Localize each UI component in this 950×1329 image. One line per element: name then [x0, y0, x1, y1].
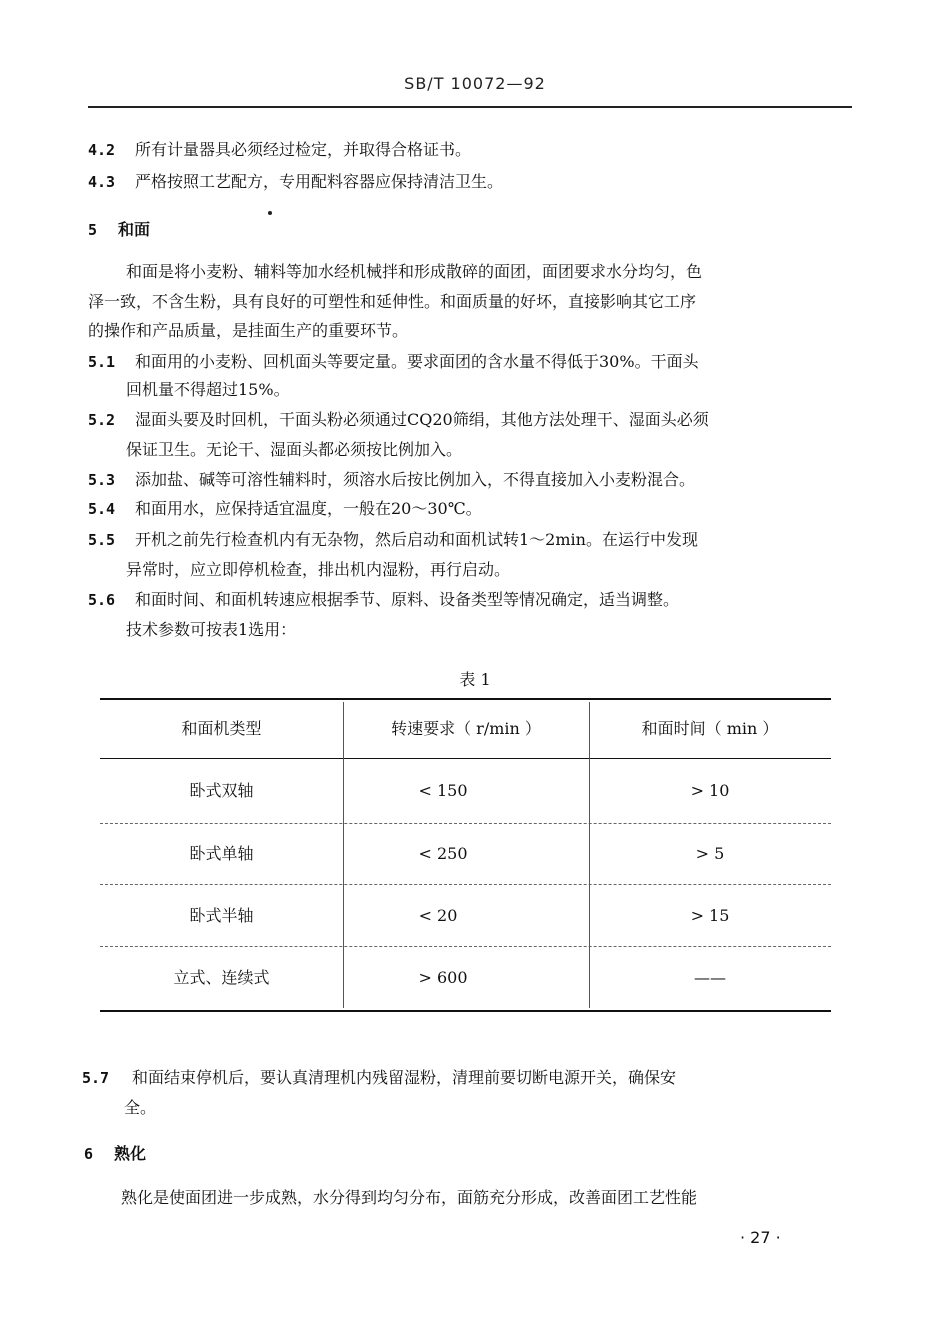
table-top-rule — [100, 698, 831, 700]
section-6-heading — [84, 1144, 146, 1164]
table-cell: 卧式单轴 — [189, 844, 254, 863]
clause-5-2 — [88, 410, 709, 430]
clause-4-2 — [88, 140, 471, 160]
clause-number: 5.2 — [88, 411, 116, 429]
table-cell: > 15 — [690, 906, 730, 925]
section-5-intro-line-3: 的操作和产品质量，是挂面生产的重要环节。 — [88, 321, 409, 340]
table-cell: 卧式半轴 — [189, 906, 254, 925]
table-cell: > 10 — [690, 781, 730, 800]
clause-5-4 — [88, 499, 482, 519]
section-5-intro-line-2: 泽一致，不含生粉，具有良好的可塑性和延伸性。和面质量的好坏，直接影响其它工序 — [88, 292, 697, 311]
table-caption: 表 1 — [459, 670, 491, 689]
clause-number: 5.5 — [88, 531, 116, 549]
table-row-rule — [100, 946, 831, 947]
section-5-intro-line-1: 和面是将小麦粉、辅料等加水经机械拌和形成散碎的面团，面团要求水分均匀，色 — [126, 262, 703, 281]
section-title: 和面 — [118, 220, 151, 239]
table-cell: < 250 — [418, 844, 468, 863]
clause-5-5-line-2: 异常时，应立即停机检查，排出机内湿粉，再行启动。 — [126, 560, 511, 579]
table-header-cell: 和面机类型 — [181, 719, 262, 738]
table-cell: 立式、连续式 — [173, 968, 270, 987]
clause-text-line-1: 和面结束停机后，要认真清理机内残留湿粉，清理前要切断电源开关，确保安 — [132, 1068, 677, 1087]
clause-text: 所有计量器具必须经过检定，并取得合格证书。 — [135, 140, 472, 159]
clause-5-1 — [88, 352, 699, 372]
table-row-rule — [100, 884, 831, 885]
table-row-rule — [100, 823, 831, 824]
clause-5-1-line-2: 回机量不得超过15%。 — [126, 380, 290, 399]
table-header-rule — [100, 758, 831, 759]
parameters-table — [100, 698, 831, 1012]
clause-5-7-line-2: 全。 — [124, 1098, 157, 1117]
section-6-intro-line-1: 熟化是使面团进一步成熟，水分得到均匀分布，面筋充分形成，改善面团工艺性能 — [121, 1188, 698, 1207]
table-bottom-rule — [100, 1010, 831, 1012]
table-header-cell: 转速要求（ r/min ） — [391, 719, 541, 738]
table-cell: —— — [694, 968, 726, 987]
clause-text-line-1: 开机之前先行检查机内有无杂物，然后启动和面机试转1～2min。在运行中发现 — [135, 530, 698, 549]
clause-number: 5.1 — [88, 353, 116, 371]
table-cell: 卧式双轴 — [189, 781, 254, 800]
section-title: 熟化 — [114, 1144, 147, 1163]
clause-5-6-line-2: 技术参数可按表1选用： — [126, 620, 297, 639]
table-cell: > 5 — [695, 844, 725, 863]
clause-text-line-1: 添加盐、碱等可溶性辅料时，须溶水后按比例加入，不得直接加入小麦粉混合。 — [135, 470, 696, 489]
table-cell: > 600 — [418, 968, 468, 987]
table-cell: < 20 — [418, 906, 458, 925]
clause-5-7 — [82, 1068, 676, 1088]
clause-text-line-1: 湿面头要及时回机，干面头粉必须通过CQ20筛绢，其他方法处理干、湿面头必须 — [135, 410, 709, 429]
clause-5-2-line-2: 保证卫生。无论干、湿面头都必须按比例加入。 — [126, 440, 463, 459]
clause-text-line-1: 和面时间、和面机转速应根据季节、原料、设备类型等情况确定，适当调整。 — [135, 590, 680, 609]
clause-4-3 — [88, 172, 503, 192]
header-rule — [88, 106, 852, 108]
clause-number: 5.6 — [88, 591, 116, 609]
clause-text-line-1: 和面用的小麦粉、回机面头等要定量。要求面团的含水量不得低于30%。干面头 — [135, 352, 699, 371]
clause-number: 5.7 — [82, 1069, 110, 1087]
clause-5-6 — [88, 590, 679, 610]
clause-5-3 — [88, 470, 695, 490]
clause-text: 严格按照工艺配方，专用配料容器应保持清洁卫生。 — [135, 172, 504, 191]
table-cell: < 150 — [418, 781, 468, 800]
clause-number: 4.3 — [88, 173, 116, 191]
section-number: 6 — [84, 1145, 94, 1163]
stray-mark — [268, 211, 272, 215]
section-number: 5 — [88, 221, 98, 239]
clause-number: 5.4 — [88, 500, 116, 518]
clause-number: 4.2 — [88, 141, 116, 159]
table-header-cell: 和面时间（ min ） — [641, 719, 779, 738]
section-5-heading — [88, 220, 150, 240]
page-number: · 27 · — [740, 1228, 781, 1247]
clause-text-line-1: 和面用水，应保持适宜温度，一般在20～30℃。 — [135, 499, 482, 518]
clause-5-5 — [88, 530, 698, 550]
standard-code-header: SB/T 10072—92 — [404, 74, 546, 93]
clause-number: 5.3 — [88, 471, 116, 489]
